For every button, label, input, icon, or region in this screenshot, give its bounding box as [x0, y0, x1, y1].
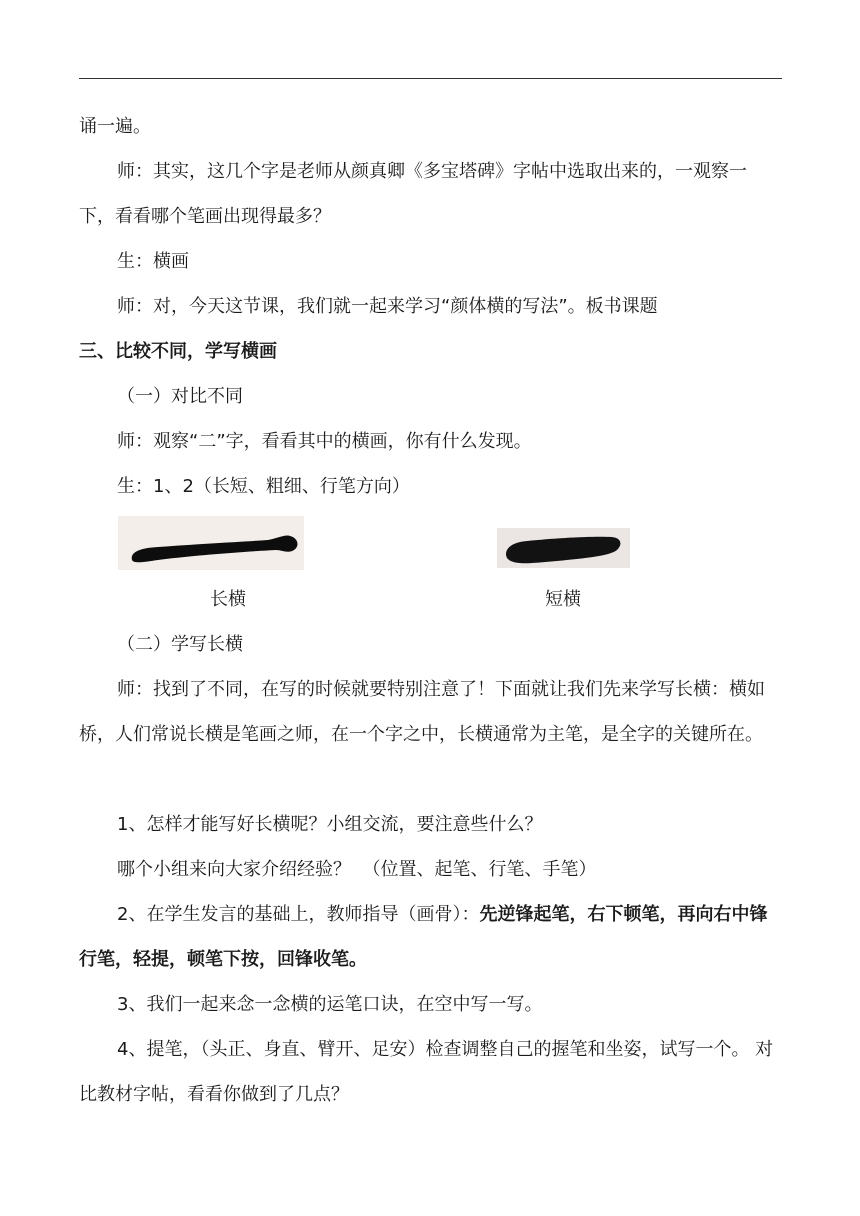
paragraph-teacher-4: 师：找到了不同，在写的时候就要特别注意了！下面就让我们先来学写长横：横如桥，人们常说长横是笔画之师，在一个字之中，长横通常为主笔，是全字的关键所在。 [79, 679, 765, 745]
paragraph-teacher-3: 师：观察“二”字，看看其中的横画，你有什么发现。 [117, 431, 532, 452]
step-1-followup: 哪个小组来向大家介绍经验？ （位置、起笔、行笔、手笔） [117, 859, 597, 880]
caption-short-stroke: 短横 [545, 589, 581, 610]
paragraph-teacher-1: 师：其实，这几个字是老师从颜真卿《多宝塔碑》字帖中选取出来的，一观察一下，看看哪个笔画出现得最多？ [79, 161, 747, 227]
line-1: 诵一遍。 [79, 116, 151, 137]
step-2-text: 2、在学生发言的基础上，教师指导（画骨）： [117, 904, 480, 925]
long-stroke-image [118, 516, 304, 570]
step-2 [79, 892, 782, 982]
section-heading-3: 三、比较不同，学写横画 [79, 341, 277, 362]
subheading-2: （二）学写长横 [117, 634, 243, 655]
paragraph-student-2: 生：1、2（长短、粗细、行笔方向） [117, 476, 410, 497]
step-3: 3、我们一起来念一念横的运笔口诀，在空中写一写。 [117, 994, 543, 1015]
paragraph-teacher-2: 师：对，今天这节课，我们就一起来学习“颜体横的写法”。板书课题 [117, 296, 658, 317]
step-2-bold-instruction: 先逆锋起笔，右下顿笔，再向右中锋行笔，轻提，顿笔下按，回锋收笔。 [79, 904, 768, 970]
short-stroke-image [497, 528, 630, 568]
subheading-1: （一）对比不同 [117, 386, 243, 407]
header-rule [79, 78, 782, 79]
paragraph-student-1: 生：横画 [117, 251, 189, 272]
step-1: 1、怎样才能写好长横呢？小组交流，要注意些什么？ [117, 814, 543, 835]
caption-long-stroke: 长横 [210, 589, 246, 610]
step-4: 4、提笔，（头正、身直、臂开、足安）检查调整自己的握笔和坐姿，试写一个。 对比教材字帖，看看你做到了几点？ [79, 1039, 774, 1105]
